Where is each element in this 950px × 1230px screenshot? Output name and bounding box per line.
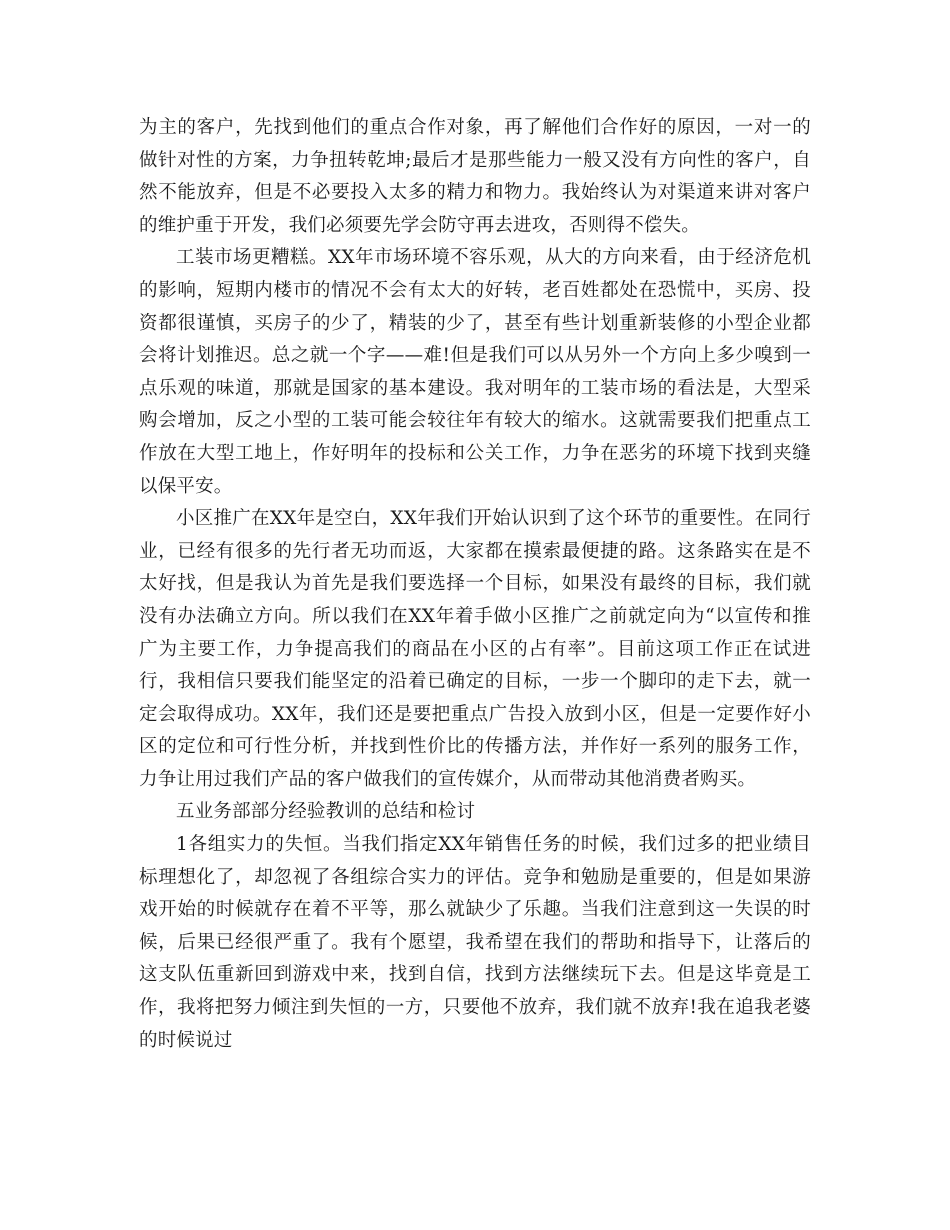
- paragraph-4: 1各组实力的失恒。当我们指定XX年销售任务的时候，我们过多的把业绩目标理想化了，却忽视了各组综合实力的评估。竞争和勉励是重要的，但是如果游戏开始的时候就存在着不平等，那么就缺少了乐趣。当我们注意到这一失误的时候，后果已经很严重了。我有个愿望，我希望在我们的帮助和指导下，让落后的这支队伍重新回到游戏中来，找到自信，找到方法继续玩下去。但是这毕竟是工作，我将把努力倾注到失恒的一方，只要他不放弃，我们就不放弃!我在追我老婆的时候说过: [139, 834, 811, 1051]
- section-heading: 五业务部部分经验教训的总结和检讨: [176, 801, 476, 823]
- paragraph-2: 工装市场更糟糕。XX年市场环境不容乐观，从大的方向来看，由于经济危机的影响，短期内楼市的情况不会有太大的好转，老百姓都处在恐慌中，买房、投资都很谨慎，买房子的少了，精装的少了，甚至有些计划重新装修的小型企业都会将计划推迟。总之就一个字——难!但是我们可以从另外一个方向上多少嗅到一点乐观的味道，那就是国家的基本建设。我对明年的工装市场的看法是，大型采购会增加，反之小型的工装可能会较往年有较大的缩水。这就需要我们把重点工作放在大型工地上，作好明年的投标和公关工作，力争在恶劣的环境下找到夹缝以保平安。: [139, 247, 811, 497]
- paragraph-1: 为主的客户，先找到他们的重点合作对象，再了解他们合作好的原因，一对一的做针对性的方案，力争扭转乾坤;最后才是那些能力一般又没有方向性的客户，自然不能放弃，但是不必要投入太多的精力和物力。我始终认为对渠道来讲对客户的维护重于开发，我们必须要先学会防守再去进攻，否则得不偿失。: [139, 117, 811, 236]
- document-body: [139, 112, 811, 1057]
- paragraph-3: 小区推广在XX年是空白，XX年我们开始认识到了这个环节的重要性。在同行业，已经有很多的先行者无功而返，大家都在摸索最便捷的路。这条路实在是不太好找，但是我认为首先是我们要选择一个目标，如果没有最终的目标，我们就没有办法确立方向。所以我们在XX年着手做小区推广之前就定向为“以宣传和推广为主要工作，力争提高我们的商品在小区的占有率”。目前这项工作正在试进行，我相信只要我们能坚定的沿着已确定的目标，一步一个脚印的走下去，就一定会取得成功。XX年，我们还是要把重点广告投入放到小区，但是一定要作好小区的定位和可行性分析，并找到性价比的传播方法，并作好一系列的服务工作，力争让用过我们产品的客户做我们的宣传媒介，从而带动其他消费者购买。: [139, 508, 811, 790]
